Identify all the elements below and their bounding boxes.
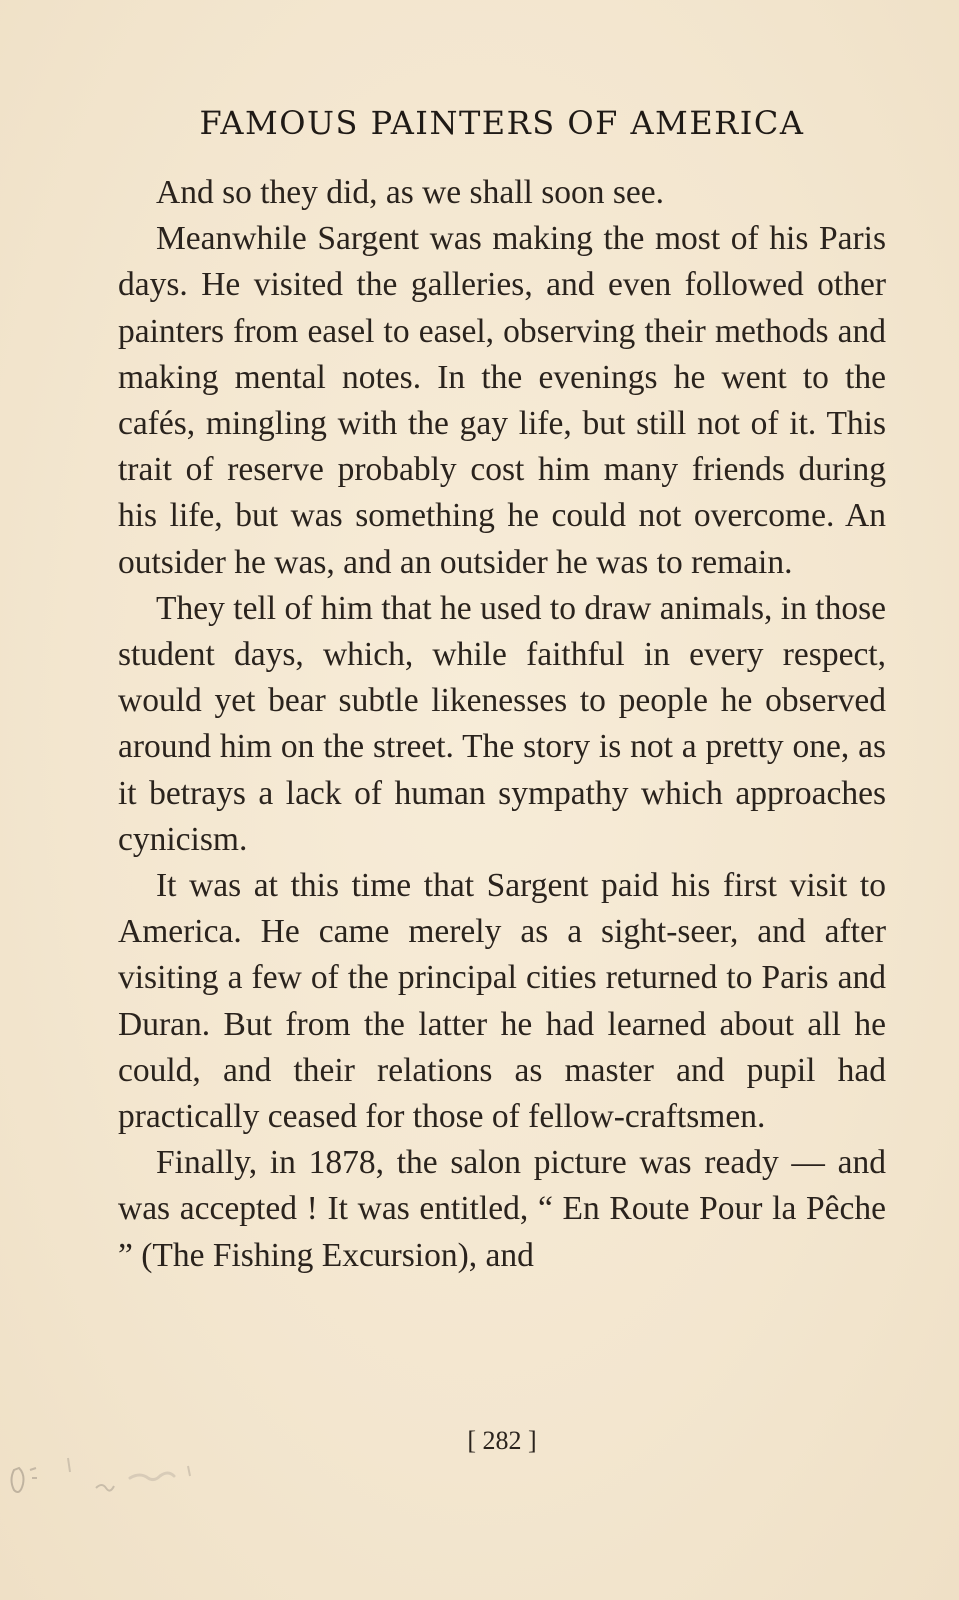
faded-stamp-marks bbox=[8, 1448, 238, 1518]
paragraph-3: They tell of him that he used to draw animals, in those student days, which, while faithful in every respect, would yet bear subtle likenesses to people he observed around him on the street. The story is not a pretty one, as it betrays a lack of human sympathy which approaches cynicism. bbox=[118, 589, 886, 858]
running-header: FAMOUS PAINTERS OF AMERICA bbox=[199, 104, 805, 142]
paragraph-4: It was at this time that Sargent paid his first visit to America. He came merely as a sight-seer, and after visiting a few of the principal cities returned to Paris and Duran. But from the latter he had learned about all he could, and their relations as master and pupil had practically ceased for those of fellow-craftsmen. bbox=[118, 867, 886, 1136]
paragraph-1: And so they did, as we shall soon see. bbox=[156, 174, 665, 211]
paragraph-2: Meanwhile Sargent was making the most of his Paris days. He visited the galleries, and even followed other painters from easel to easel, observing their methods and making mental notes. In the evenings he went to the cafés, mingling with the gay life, but still not of it. This trait of reserve probably cost him many friends during his life, but was something he could not overcome. An outsider he was, and an outsider he was to remain. bbox=[118, 220, 886, 581]
body-text bbox=[118, 170, 886, 1279]
page-number: [ 282 ] bbox=[467, 1426, 537, 1455]
paragraph-5: Finally, in 1878, the salon picture was ready — and was accepted ! It was entitled, “ En Route Pour la Pêche ” (The Fishing Excursion), and bbox=[118, 1144, 886, 1274]
